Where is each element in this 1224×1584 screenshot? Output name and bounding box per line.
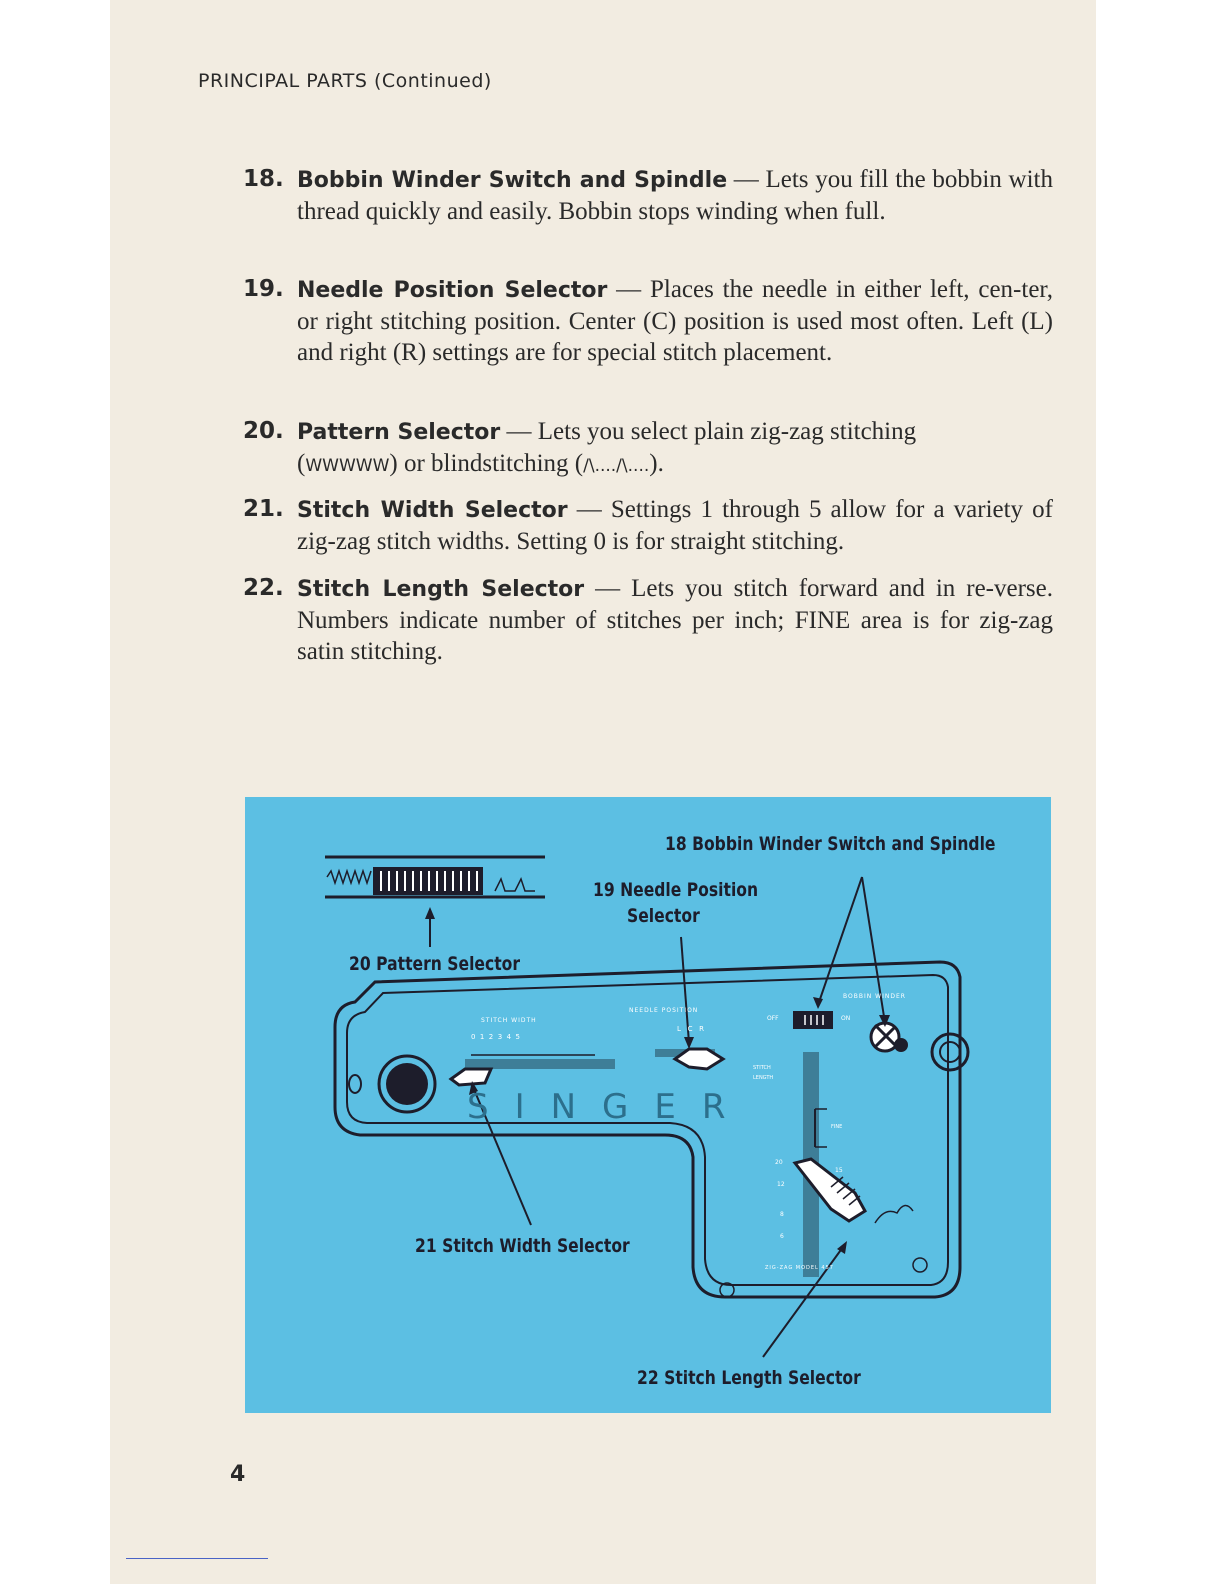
- model-caption: ZIG-ZAG MODEL 457: [765, 1265, 834, 1271]
- item-number: 22.: [243, 575, 284, 601]
- stitch-length-20: 20: [775, 1159, 783, 1166]
- item-term: Pattern Selector: [297, 420, 501, 445]
- pattern-selector-label: 20 Pattern Selector: [349, 953, 521, 975]
- item-term: Bobbin Winder Switch and Spindle: [297, 168, 728, 193]
- item-number: 19.: [243, 276, 284, 302]
- singer-brand: SINGER: [467, 1087, 752, 1127]
- sewing-machine-panel-figure: [245, 797, 1051, 1413]
- item-text-c: ).: [649, 450, 664, 477]
- bobbin-winder-switch: [793, 1011, 833, 1029]
- bobbin-winder-label: 18 Bobbin Winder Switch and Spindle: [665, 833, 996, 855]
- bobbin-off-caption: OFF: [767, 1015, 779, 1022]
- item-text: Settings 1 through 5 allow for a variety of zig-zag stitch widths. Setting 0 is for straight stitching.: [297, 496, 1053, 555]
- stitch-width-caption: STITCH WIDTH: [481, 1017, 537, 1024]
- zigzag-glyph: WWWWW: [305, 456, 390, 476]
- item-term: Stitch Width Selector: [297, 498, 568, 523]
- list-item-18: [243, 164, 1053, 227]
- list-item-21: [243, 494, 1053, 557]
- item-number: 20.: [243, 418, 284, 444]
- stitch-length-15: 15: [835, 1167, 843, 1174]
- item-text-b: ) or blindstitching (: [389, 450, 584, 477]
- stitch-length-control: [795, 1052, 913, 1277]
- item-term: Needle Position Selector: [297, 278, 608, 303]
- stitch-length-6: 6: [780, 1233, 784, 1240]
- item-text: Places the needle in either left, cen-ter, or right stitching position. Center (C) position is used most often. Left (L) and right (R) settings are for special stitch placement.: [297, 276, 1053, 366]
- stitch-width-label: 21 Stitch Width Selector: [415, 1235, 630, 1257]
- needle-position-label-line2: Selector: [627, 905, 700, 927]
- stitch-length-caption-1: STITCH: [753, 1065, 771, 1071]
- needle-position-lcr: L C R: [677, 1025, 705, 1033]
- fine-caption: FINE: [831, 1124, 843, 1130]
- item-body: [297, 416, 997, 482]
- item-term: Stitch Length Selector: [297, 577, 585, 602]
- item-body: [297, 494, 1053, 557]
- item-text: Lets you fill the bobbin with thread quickly and easily. Bobbin stops winding when full.: [297, 166, 1053, 225]
- item-body: [297, 164, 1053, 227]
- bobbin-on-caption: ON: [841, 1015, 851, 1022]
- needle-position-label-line1: 19 Needle Position: [593, 879, 759, 901]
- bobbin-spindle: [871, 1023, 908, 1052]
- stitch-width-control: [451, 1055, 615, 1085]
- item-body: [297, 573, 1053, 667]
- item-body: [297, 274, 1053, 368]
- pattern-selector-inset: [325, 857, 545, 947]
- list-item-20: [243, 416, 1053, 482]
- item-text: Lets you stitch forward and in re-verse. Numbers indicate number of stitches per inch; FINE area is for zig-zag satin stitching.: [297, 575, 1054, 665]
- item-dash: —: [607, 276, 650, 303]
- page-header: PRINCIPAL PARTS (Continued): [198, 70, 492, 92]
- item-text-a: Lets you select plain zig-zag stitching (: [297, 418, 917, 477]
- item-number: 21.: [243, 496, 284, 522]
- blindstitch-glyph: /\..../\....: [583, 456, 650, 476]
- item-dash: —: [584, 575, 632, 602]
- list-item-22: [243, 573, 1053, 667]
- stitch-width-numbers: 0 1 2 3 4 5: [471, 1033, 520, 1041]
- bobbin-winder-caption: BOBBIN WINDER: [843, 993, 906, 1000]
- stitch-length-8: 8: [780, 1211, 784, 1218]
- list-item-19: [243, 274, 1053, 368]
- item-number: 18.: [243, 166, 284, 192]
- item-dash: —: [567, 496, 611, 523]
- needle-position-caption: NEEDLE POSITION: [629, 1007, 699, 1014]
- needle-position-control: [655, 1049, 723, 1069]
- item-dash: —: [727, 166, 766, 193]
- stitch-length-12: 12: [777, 1181, 785, 1188]
- item-dash: —: [500, 418, 538, 445]
- stitch-length-label: 22 Stitch Length Selector: [637, 1367, 861, 1389]
- stitch-length-caption-2: LENGTH: [753, 1075, 774, 1081]
- footer-rule: [126, 1558, 268, 1559]
- page-number: 4: [230, 1462, 246, 1487]
